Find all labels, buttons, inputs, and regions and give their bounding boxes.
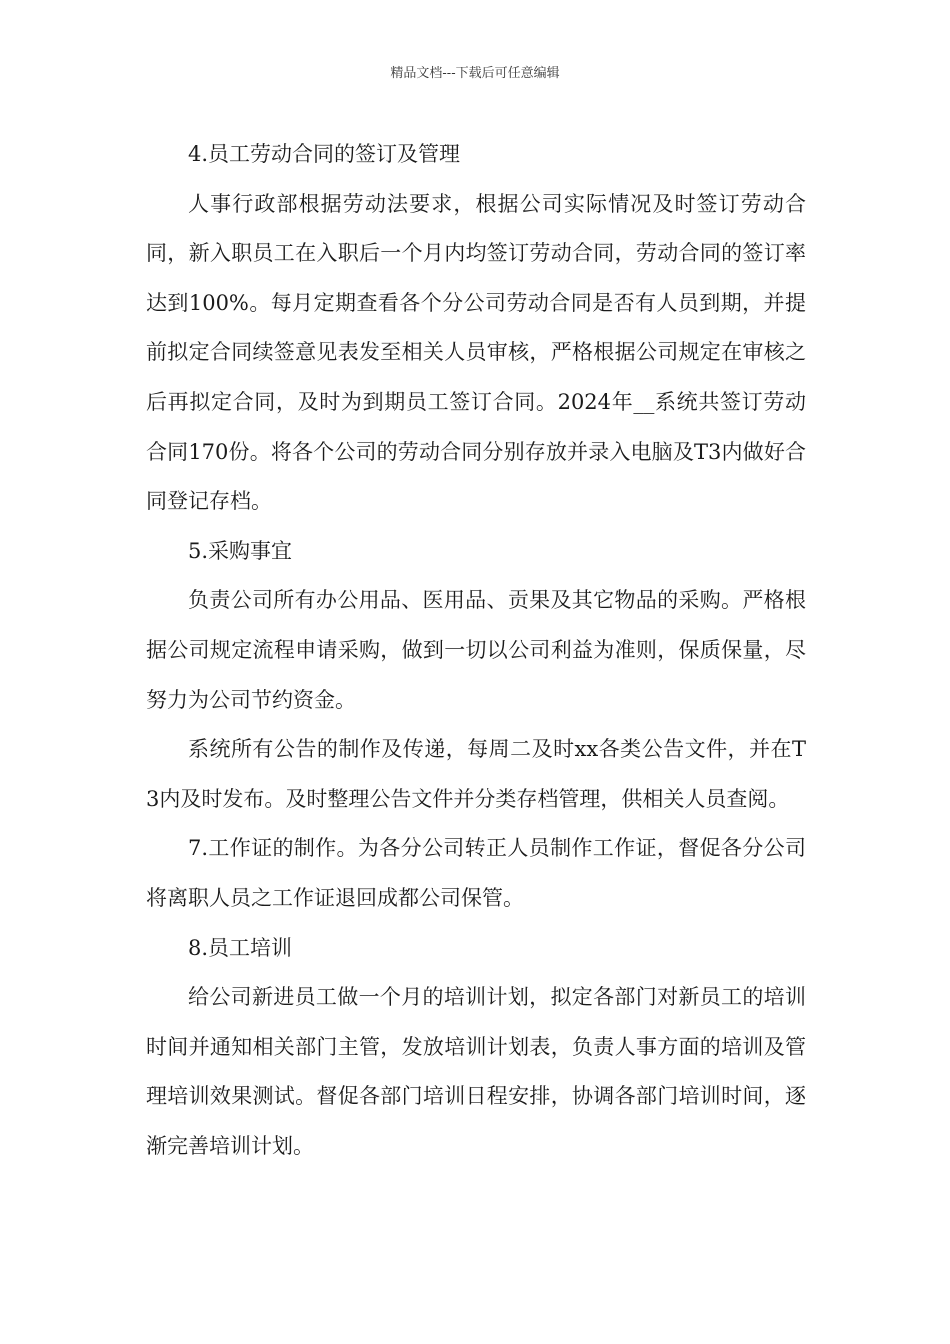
section-heading-training: 8.员工培训 [188, 935, 293, 960]
paragraph-work-id: 7.工作证的制作。为各分公司转正人员制作工作证，督促各分公司将离职人员之工作证退回成都公司保管。 [146, 836, 806, 910]
section-heading-procurement: 5.采购事宜 [188, 538, 293, 563]
page-header: 精品文档---下载后可任意编辑 [390, 66, 560, 81]
document-body [146, 130, 806, 1171]
paragraph-announcements: 系统所有公告的制作及传递，每周二及时xx各类公告文件，并在T3内及时发布。及时整理公告文件并分类存档管理，供相关人员查阅。 [146, 737, 806, 811]
section-heading-labor-contract: 4.员工劳动合同的签订及管理 [188, 142, 461, 166]
paragraph-labor-contract: 人事行政部根据劳动法要求，根据公司实际情况及时签订劳动合同，新入职员工在入职后一个月内均签订劳动合同，劳动合同的签订率达到100%。每月定期查看各个分公司劳动合同是否有人员到期，并提前拟定合同续签意见表发至相关人员审核，严格根据公司规定在审核之后再拟定合同，及时为到期员工签订合同。2024年__系统共签订劳动合同170份。将各个公司的劳动合同分别存放并录入电脑及T3内做好合同登记存档。 [146, 191, 806, 514]
paragraph-training: 给公司新进员工做一个月的培训计划，拟定各部门对新员工的培训时间并通知相关部门主管，发放培训计划表，负责人事方面的培训及管理培训效果测试。督促各部门培训日程安排，协调各部门培训时间，逐渐完善培训计划。 [146, 985, 806, 1158]
paragraph-procurement: 负责公司所有办公用品、医用品、贡果及其它物品的采购。严格根据公司规定流程申请采购，做到一切以公司利益为准则，保质保量，尽努力为公司节约资金。 [146, 588, 806, 712]
